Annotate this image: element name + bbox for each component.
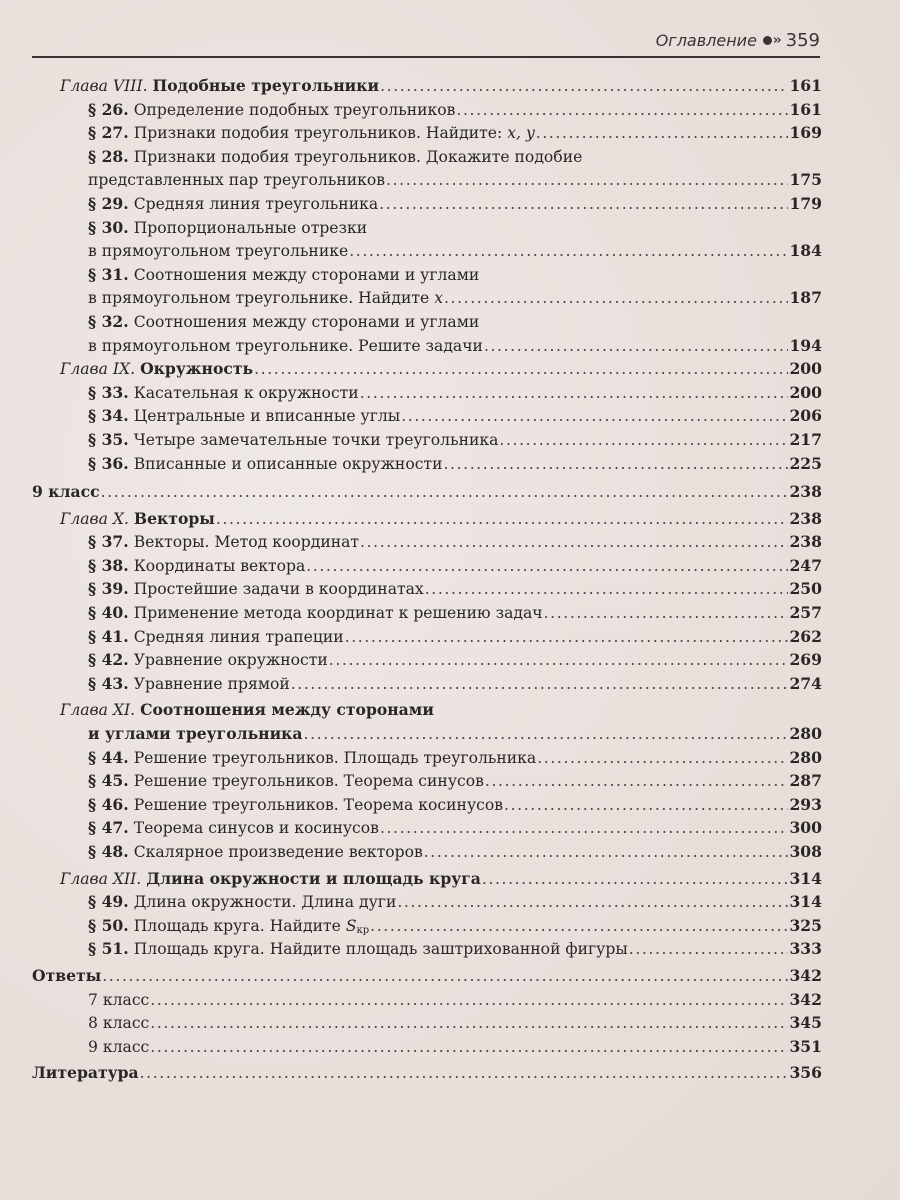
toc-section-36[interactable]: § 36. Вписанные и описанные окружности ..... 225 — [32, 452, 822, 476]
toc-section-49[interactable]: § 49. Длина окружности. Длина дуги ..... 314 — [32, 890, 822, 914]
page-ref: 351 — [789, 1036, 822, 1056]
dot-leader — [397, 891, 788, 915]
toc-answers[interactable]: Ответы ..... 342 — [32, 964, 822, 988]
toc-chapter-11[interactable]: и углами треугольника ..... 280 — [32, 722, 822, 746]
toc-section-34[interactable]: § 34. Центральные и вписанные углы ..... 206 — [32, 404, 822, 428]
toc-section-35[interactable]: § 35. Четыре замечательные точки треугольника ..... 217 — [32, 428, 822, 452]
toc-answers-grade-9[interactable]: 9 класс ..... 351 — [32, 1035, 822, 1059]
dot-leader — [504, 794, 788, 818]
dot-leader — [386, 169, 788, 193]
chapter-title: Соотношения между сторонами — [140, 700, 434, 720]
toc-section-31-line1[interactable]: § 31. Соотношения между сторонами и углами — [88, 264, 480, 284]
page-ref: 217 — [789, 429, 822, 449]
toc-section-45[interactable]: § 45. Решение треугольников. Теорема синусов ..... 287 — [32, 769, 822, 793]
page-ref: 345 — [789, 1013, 822, 1033]
toc-section-30[interactable]: в прямоугольном треугольнике ..... 184 — [32, 239, 822, 263]
toc-section-47[interactable]: § 47. Теорема синусов и косинусов ..... 300 — [32, 816, 822, 840]
toc-section-33[interactable]: § 33. Касательная к окружности ..... 200 — [32, 381, 822, 405]
page-ref: 257 — [789, 603, 822, 623]
toc-chapter-8[interactable]: Глава VIII. Подобные треугольники ..... 161 — [32, 74, 822, 98]
toc-section-27[interactable]: § 27. Признаки подобия треугольников. Найдите: x, y ..... 169 — [32, 121, 822, 145]
toc-section-44[interactable]: § 44. Решение треугольников. Площадь треугольника ..... 280 — [32, 746, 822, 770]
dot-leader — [140, 1062, 789, 1086]
page-ref: 274 — [789, 673, 822, 693]
toc-answers-grade-7[interactable]: 7 класс ..... 342 — [32, 988, 822, 1012]
page-number: 359 — [785, 30, 820, 51]
dot-leader — [291, 673, 789, 697]
dot-leader — [360, 382, 789, 406]
toc-section-43[interactable]: § 43. Уравнение прямой ..... 274 — [32, 672, 822, 696]
chapter-title: Подобные треугольники — [152, 76, 380, 95]
dot-leader — [101, 481, 789, 505]
dot-leader — [536, 122, 789, 146]
toc-section-40[interactable]: § 40. Применение метода координат к решению задач ..... 257 — [32, 601, 822, 625]
dot-leader — [629, 938, 789, 962]
toc-literature[interactable]: Литература ..... 356 — [32, 1061, 822, 1085]
dot-leader — [544, 602, 789, 626]
toc-chapter-9[interactable]: Глава IX. Окружность ..... 200 — [32, 357, 822, 381]
toc-section-30-line1[interactable]: § 30. Пропорциональные отрезки — [88, 217, 368, 237]
page-ref: 238 — [789, 508, 822, 528]
dot-leader — [150, 1012, 788, 1036]
page-ref: 356 — [789, 1063, 822, 1083]
toc-section-32[interactable]: в прямоугольном треугольнике. Решите задачи ..... 194 — [32, 334, 822, 358]
dot-leader — [216, 508, 789, 532]
dot-leader — [306, 555, 788, 579]
toc-section-51[interactable]: § 51. Площадь круга. Найдите площадь заштрихованной фигуры ..... 333 — [32, 937, 822, 961]
page-ref: 287 — [789, 771, 822, 791]
toc-section-32-line1[interactable]: § 32. Соотношения между сторонами и углами — [88, 311, 480, 331]
dot-leader — [380, 817, 789, 841]
page-ref: 308 — [789, 842, 822, 861]
dot-leader — [345, 626, 789, 650]
table-of-contents — [32, 74, 822, 1085]
page-ref: 169 — [789, 123, 822, 143]
toc-section-48[interactable]: § 48. Скалярное произведение векторов ..... 308 — [32, 840, 822, 864]
page-ref: 262 — [789, 626, 822, 646]
dot-leader — [150, 1036, 788, 1060]
dot-leader — [484, 335, 789, 359]
dot-leader — [499, 429, 788, 453]
page-ref: 238 — [789, 482, 822, 502]
toc-section-28-line1[interactable]: § 28. Признаки подобия треугольников. Докажите подобие — [88, 146, 583, 166]
dot-leader — [360, 531, 788, 555]
toc-section-46[interactable]: § 46. Решение треугольников. Теорема косинусов ..... 293 — [32, 793, 822, 817]
toc-section-28[interactable]: представленных пар треугольников ..... 175 — [32, 168, 822, 192]
toc-chapter-12[interactable]: Глава XII. Длина окружности и площадь круга ..... 314 — [32, 867, 822, 891]
header-title: Оглавление — [655, 31, 757, 50]
page-ref: 175 — [789, 170, 822, 190]
page-ref: 300 — [789, 818, 822, 838]
toc-section-26[interactable]: § 26. Определение подобных треугольников ..... 161 — [32, 98, 822, 122]
dot-leader — [254, 358, 788, 382]
page-ref: 342 — [789, 989, 822, 1009]
toc-section-38[interactable]: § 38. Координаты вектора ..... 247 — [32, 554, 822, 578]
page-ref: 269 — [789, 650, 822, 670]
page-ref: 187 — [789, 288, 822, 308]
dot-leader — [482, 868, 789, 892]
dot-leader — [425, 578, 789, 602]
page-ref: 314 — [789, 892, 822, 912]
dot-leader — [329, 649, 789, 673]
page-ref: 200 — [789, 359, 822, 379]
toc-chapter-11-line1[interactable]: Глава XI. Соотношения между сторонами — [60, 700, 434, 720]
page-ref: 194 — [789, 335, 822, 355]
page-ref: 184 — [789, 241, 822, 261]
page-ref: 342 — [789, 965, 822, 985]
page-ref: 247 — [789, 555, 822, 575]
page-ref: 225 — [789, 453, 822, 473]
dot-leader — [102, 965, 788, 989]
dot-leader — [150, 989, 788, 1013]
dot-leader — [349, 240, 788, 264]
page-ref: 333 — [789, 939, 822, 959]
dot-leader — [379, 193, 788, 217]
dot-leader — [380, 75, 788, 99]
dot-leader — [304, 723, 789, 747]
page-ref: 280 — [789, 724, 822, 744]
page-ref: 280 — [789, 747, 822, 767]
dot-leader — [485, 770, 789, 794]
page-ref: 314 — [789, 868, 822, 888]
toc-section-37[interactable]: § 37. Векторы. Метод координат ..... 238 — [32, 530, 822, 554]
page-ref: 179 — [789, 193, 822, 213]
page-ref: 200 — [789, 382, 822, 402]
dot-leader — [424, 841, 789, 865]
double-chevron-bullet-icon: ›› — [763, 34, 780, 47]
dot-leader — [370, 915, 788, 939]
toc-answers-grade-8[interactable]: 8 класс ..... 345 — [32, 1011, 822, 1035]
running-header — [32, 28, 820, 58]
page-ref: 206 — [789, 406, 822, 426]
header-right — [656, 30, 820, 51]
page-ref: 293 — [789, 794, 822, 814]
dot-leader — [444, 287, 788, 311]
chapter-title: Векторы — [133, 508, 215, 528]
dot-leader — [401, 405, 788, 429]
dot-leader — [456, 99, 788, 123]
toc-section-42[interactable]: § 42. Уравнение окружности ..... 269 — [32, 648, 822, 672]
page-ref: 161 — [789, 99, 822, 119]
toc-chapter-10[interactable]: Глава X. Векторы ..... 238 — [32, 507, 822, 531]
dot-leader — [537, 747, 788, 771]
toc-section-39[interactable]: § 39. Простейшие задачи в координатах ..... 250 — [32, 577, 822, 601]
toc-section-50[interactable]: § 50. Площадь круга. Найдите $S_{кр}$ ..... 325 — [32, 914, 822, 938]
page-ref: 250 — [789, 579, 822, 599]
toc-section-31[interactable]: в прямоугольном треугольнике. Найдите x ..... 187 — [32, 286, 822, 310]
chapter-title: Длина окружности и площадь круга — [146, 868, 481, 888]
toc-grade-9[interactable]: 9 класс ..... 238 — [32, 480, 822, 504]
page-ref: 325 — [789, 915, 822, 935]
toc-section-29[interactable]: § 29. Средняя линия треугольника ..... 179 — [32, 192, 822, 216]
toc-section-41[interactable]: § 41. Средняя линия трапеции ..... 262 — [32, 625, 822, 649]
chapter-title: Окружность — [140, 359, 254, 379]
page-ref: 161 — [789, 76, 822, 95]
dot-leader — [443, 453, 788, 477]
page-ref: 238 — [789, 532, 822, 552]
